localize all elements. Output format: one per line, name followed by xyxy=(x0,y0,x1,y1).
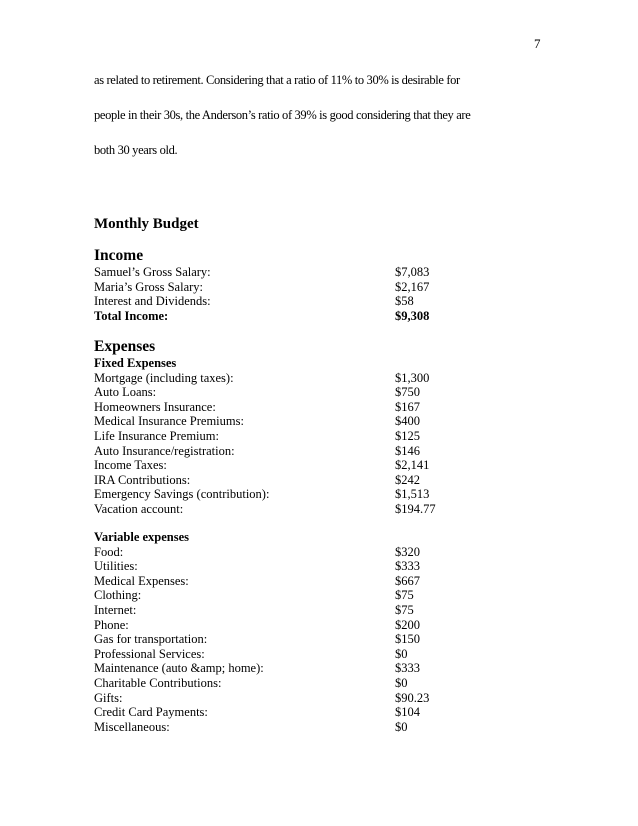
row-label: Utilities: xyxy=(94,559,138,574)
row-label: Food: xyxy=(94,544,124,559)
row-label: Gifts: xyxy=(94,690,123,705)
budget-title: Monthly Budget xyxy=(94,216,199,232)
row-value: $146 xyxy=(395,443,420,458)
row-value: $7,083 xyxy=(395,265,430,279)
budget-row xyxy=(94,502,514,517)
row-label: Miscellaneous: xyxy=(94,719,170,734)
row-value: $2,141 xyxy=(395,458,430,473)
row-label: Professional Services: xyxy=(94,646,205,661)
intro-paragraph xyxy=(94,63,534,168)
budget-row xyxy=(94,473,514,488)
budget-row xyxy=(94,574,514,589)
budget-row xyxy=(94,691,514,706)
row-value: $0 xyxy=(395,719,408,734)
income-section xyxy=(94,247,514,323)
budget-row xyxy=(94,545,514,560)
budget-row xyxy=(94,414,514,429)
budget-row xyxy=(94,618,514,633)
intro-line: people in their 30s, the Anderson’s ratio of 39% is good considering that they are xyxy=(94,108,471,122)
variable-expenses-list xyxy=(94,545,514,735)
row-label: Phone: xyxy=(94,617,129,632)
row-label: Maintenance (auto &amp; home): xyxy=(94,661,264,676)
row-label: Life Insurance Premium: xyxy=(94,428,219,443)
budget-row xyxy=(94,400,514,415)
variable-expenses-heading: Variable expenses xyxy=(94,530,190,544)
row-label: Vacation account: xyxy=(94,501,184,516)
row-label: Income Taxes: xyxy=(94,458,167,473)
row-label: Auto Loans: xyxy=(94,385,157,400)
row-label: Gas for transportation: xyxy=(94,632,208,647)
row-value: $75 xyxy=(395,602,414,617)
expenses-section xyxy=(94,338,514,517)
row-label: Emergency Savings (contribution): xyxy=(94,487,270,502)
row-value: $320 xyxy=(395,544,420,559)
row-value: $9,308 xyxy=(395,308,430,323)
variable-expenses-section xyxy=(94,530,514,734)
row-value: $90.23 xyxy=(395,690,430,705)
row-label: Auto Insurance/registration: xyxy=(94,443,235,458)
row-label: Samuel’s Gross Salary: xyxy=(94,265,211,279)
row-label: Internet: xyxy=(94,602,137,617)
row-value: $0 xyxy=(395,675,408,690)
income-list xyxy=(94,265,514,309)
budget-row xyxy=(94,661,514,676)
fixed-expenses-list xyxy=(94,371,514,517)
row-value: $2,167 xyxy=(395,279,430,294)
budget-row xyxy=(94,720,514,735)
row-label: Mortgage (including taxes): xyxy=(94,370,234,385)
budget-row xyxy=(94,705,514,720)
budget-row xyxy=(94,429,514,444)
income-heading: Income xyxy=(94,247,144,264)
row-label: Homeowners Insurance: xyxy=(94,399,216,414)
budget-row xyxy=(94,458,514,473)
row-value: $333 xyxy=(395,661,420,676)
row-value: $242 xyxy=(395,472,420,487)
budget-row xyxy=(94,371,514,386)
row-value: $400 xyxy=(395,414,420,429)
row-value: $58 xyxy=(395,294,414,309)
row-value: $150 xyxy=(395,632,420,647)
row-value: $125 xyxy=(395,428,420,443)
row-label: Medical Insurance Premiums: xyxy=(94,414,244,429)
budget-row xyxy=(94,265,514,280)
row-value: $104 xyxy=(395,705,420,720)
budget-row xyxy=(94,385,514,400)
row-value: $1,300 xyxy=(395,370,430,385)
total-income-row xyxy=(94,309,514,324)
row-label: Medical Expenses: xyxy=(94,573,189,588)
intro-line: as related to retirement. Considering that a ratio of 11% to 30% is desirable for xyxy=(94,73,460,87)
row-value: $1,513 xyxy=(395,487,430,502)
budget-row xyxy=(94,559,514,574)
row-label: Total Income: xyxy=(94,308,169,323)
row-label: Interest and Dividends: xyxy=(94,294,211,309)
budget-row xyxy=(94,676,514,691)
budget-row xyxy=(94,632,514,647)
budget-row xyxy=(94,294,514,309)
page-number: 7 xyxy=(534,36,541,51)
row-value: $750 xyxy=(395,385,420,400)
row-label: IRA Contributions: xyxy=(94,472,191,487)
row-value: $667 xyxy=(395,573,420,588)
budget-row xyxy=(94,588,514,603)
budget-row xyxy=(94,603,514,618)
expenses-heading: Expenses xyxy=(94,338,156,355)
row-label: Maria’s Gross Salary: xyxy=(94,279,204,294)
fixed-expenses-heading: Fixed Expenses xyxy=(94,356,177,370)
budget-row xyxy=(94,647,514,662)
intro-line: both 30 years old. xyxy=(94,143,178,157)
row-label: Credit Card Payments: xyxy=(94,705,208,720)
budget-row xyxy=(94,444,514,459)
row-value: $333 xyxy=(395,559,420,574)
budget-row xyxy=(94,280,514,295)
row-value: $75 xyxy=(395,588,414,603)
row-label: Charitable Contributions: xyxy=(94,675,222,690)
budget-row xyxy=(94,487,514,502)
row-label: Clothing: xyxy=(94,588,142,603)
row-value: $200 xyxy=(395,617,420,632)
row-value: $0 xyxy=(395,646,408,661)
row-value: $167 xyxy=(395,399,420,414)
row-value: $194.77 xyxy=(395,501,436,516)
